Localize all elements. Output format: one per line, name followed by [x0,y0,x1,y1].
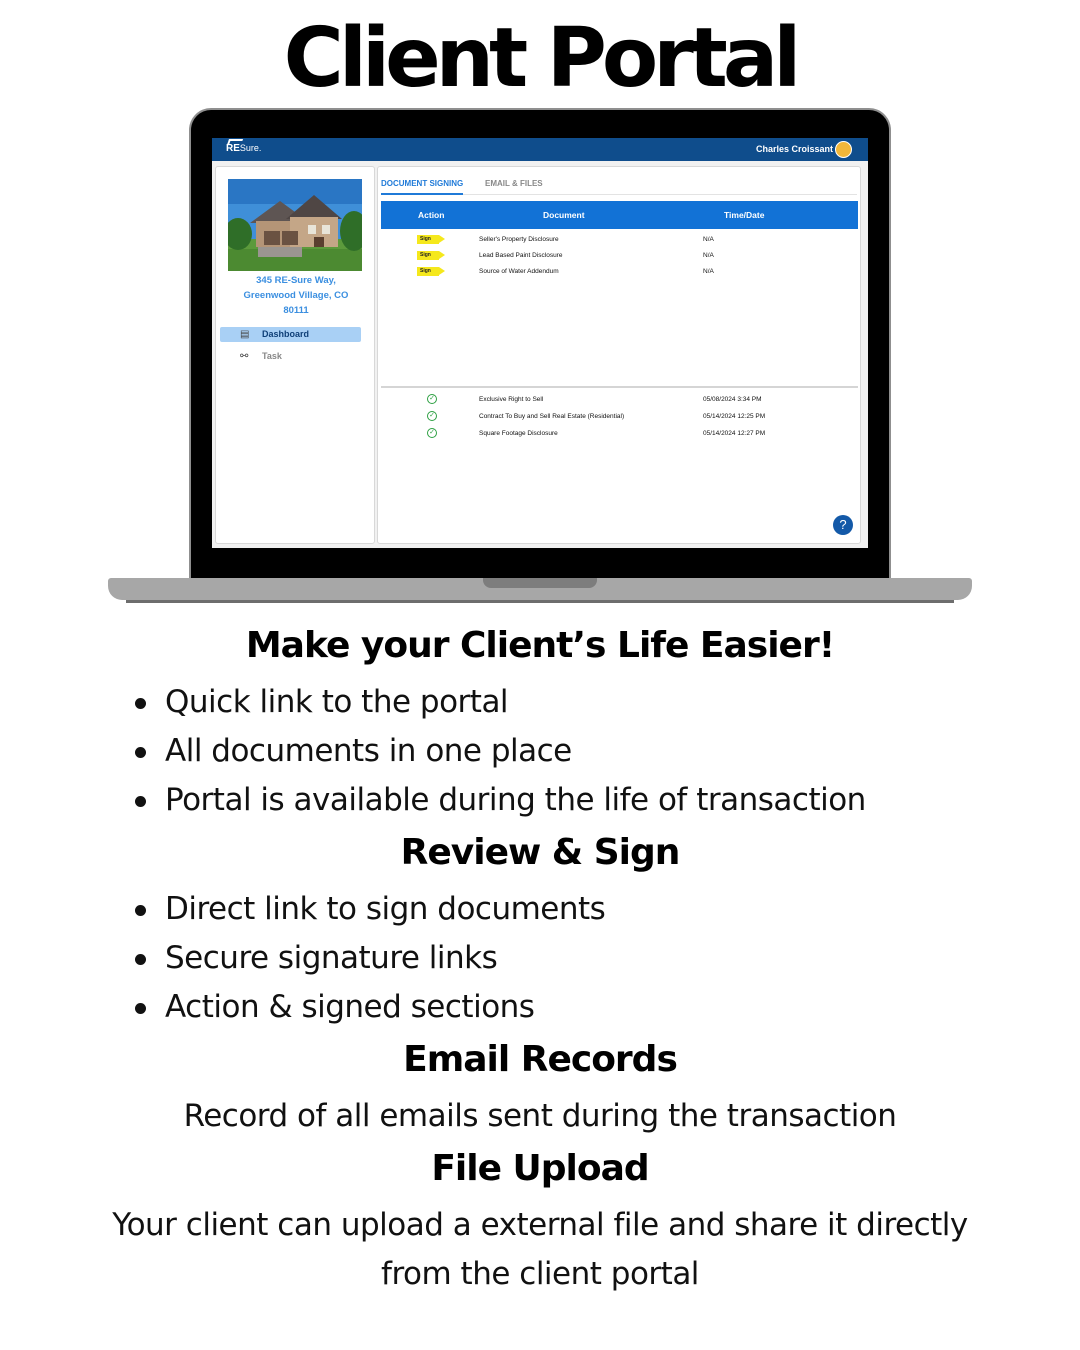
document-name[interactable]: Seller's Property Disclosure [479,236,559,243]
check-circle-icon: ✓ [427,428,437,438]
user-avatar[interactable] [835,141,852,158]
brand-logo[interactable] [226,143,261,154]
laptop-notch [483,578,597,588]
check-circle-icon: ✓ [427,411,437,421]
sign-button[interactable]: Sign [417,267,439,276]
document-time: 05/14/2024 12:27 PM [703,430,766,437]
column-header-document: Document [543,210,585,220]
sidebar [215,166,375,544]
bullet-item: Action & signed sections [133,983,605,1032]
column-header-action: Action [418,210,445,220]
tab-email-files[interactable]: EMAIL & FILES [485,179,543,188]
check-circle-icon: ✓ [427,394,437,404]
sidebar-item-dashboard[interactable] [220,327,361,342]
document-time: N/A [703,236,714,243]
address-line: Greenwood Village, CO [243,290,349,301]
address-line: 345 RE-Sure Way, [256,275,336,286]
section-divider [381,386,858,388]
table-row [381,394,858,408]
section-title-easier: Make your Client’s Life Easier! [245,625,835,666]
document-time: 05/08/2024 3:34 PM [703,396,762,403]
table-header [381,201,858,229]
document-time: 05/14/2024 12:25 PM [703,413,766,420]
sidebar-item-task[interactable] [220,349,361,364]
tab-bar [381,177,857,195]
sign-button[interactable]: Sign [417,251,439,260]
section-title-review: Review & Sign [400,832,680,873]
sign-button[interactable]: Sign [417,235,439,244]
document-name[interactable]: Lead Based Paint Disclosure [479,252,563,259]
document-name[interactable]: Exclusive Right to Sell [479,396,544,403]
upload-description-line: from the client portal [381,1256,699,1292]
section-title-upload: File Upload [431,1148,649,1189]
bullet-item: Portal is available during the life of transaction [133,776,866,825]
sidebar-item-label: Task [262,351,282,361]
bullet-item: Secure signature links [133,934,605,983]
upload-description [60,1201,1020,1299]
page-title: Client Portal [283,11,797,106]
document-time: N/A [703,252,714,259]
user-name[interactable]: Charles Croissant [755,144,833,154]
property-address [222,273,370,318]
bullet-item: Quick link to the portal [133,678,866,727]
table-row [381,428,858,442]
document-name[interactable]: Contract To Buy and Sell Real Estate (Residential) [479,413,625,420]
section-title-email: Email Records [403,1039,677,1080]
bullet-item: All documents in one place [133,727,866,776]
dashboard-icon: ▤ [240,329,250,340]
help-button[interactable]: ? [833,515,853,535]
table-row [381,411,858,425]
review-bullet-list [133,885,605,1032]
column-header-time: Time/Date [724,210,765,220]
document-time: N/A [703,268,714,275]
laptop-shadow [126,600,954,603]
table-row [381,250,858,264]
address-line: 80111 [283,305,309,316]
roof-icon [227,139,243,145]
task-tree-icon: ⚯ [240,351,249,362]
sidebar-item-label: Dashboard [262,329,310,339]
table-row [381,266,858,280]
bullet-item: Direct link to sign documents [133,885,605,934]
property-photo [228,179,362,271]
email-description: Record of all emails sent during the transaction [183,1098,897,1134]
portal-screen [212,138,868,548]
portal-topbar [212,138,868,161]
brand-name: RE [226,143,240,154]
tab-document-signing[interactable]: DOCUMENT SIGNING [381,179,463,195]
easier-bullet-list [133,678,866,825]
upload-description-line: Your client can upload a external file and share it directly [112,1207,968,1243]
table-row [381,234,858,248]
brand-suffix: Sure. [239,143,262,153]
main-content [377,166,861,544]
document-name[interactable]: Square Footage Disclosure [479,430,558,437]
document-name[interactable]: Source of Water Addendum [479,268,559,275]
